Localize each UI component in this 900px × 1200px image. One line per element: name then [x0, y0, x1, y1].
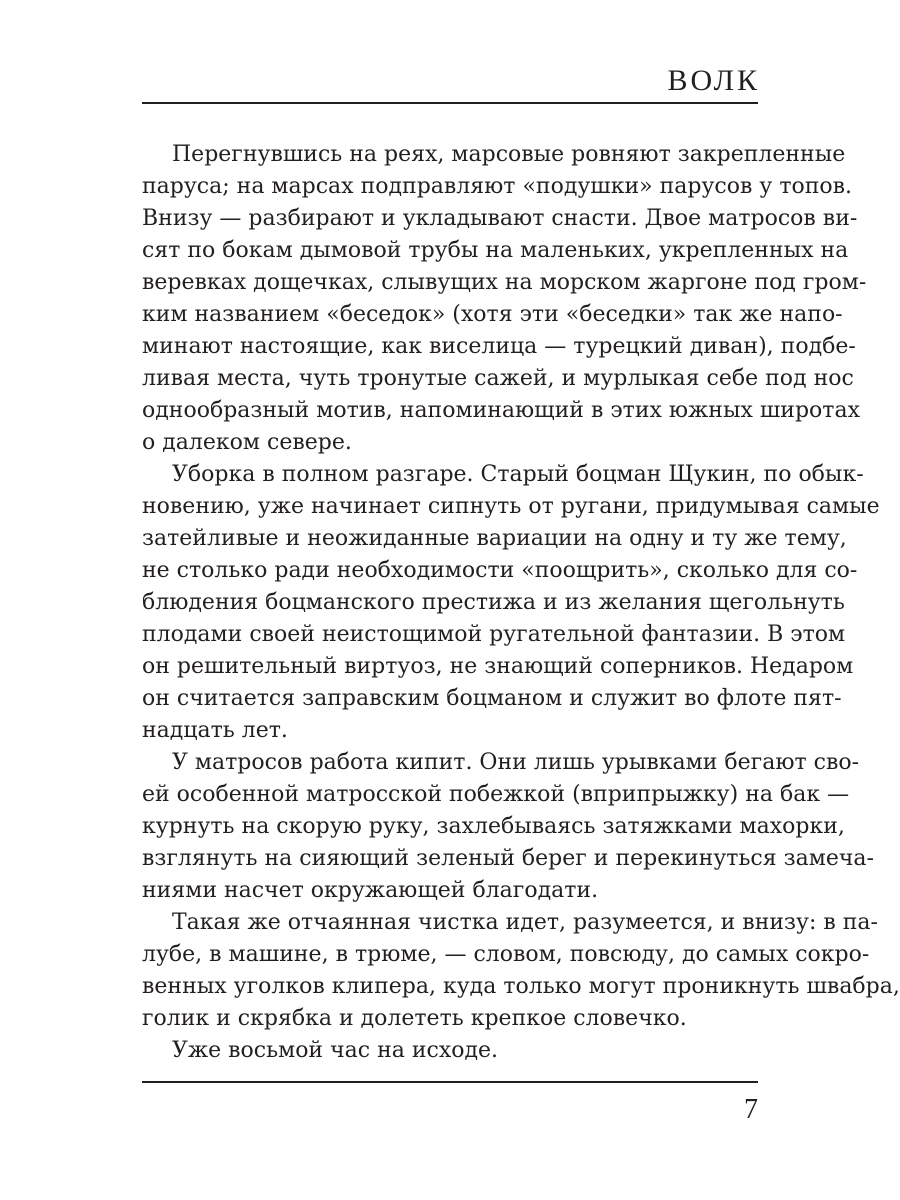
text-line: взглянуть на сияющий зеленый берег и перекинуться замеча-	[142, 846, 874, 871]
text-line: лубе, в машине, в трюме, — словом, повсюду, до самых сокро-	[142, 942, 870, 967]
text-line: он решительный виртуоз, не знающий соперников. Недаром	[142, 654, 854, 679]
text-line: блюдения боцманского престижа и из желания щегольнуть	[142, 590, 845, 615]
page-number: 7	[744, 1094, 758, 1125]
body-text	[142, 139, 900, 1067]
text-line: надцать лет.	[142, 718, 288, 743]
text-line: ниями насчет окружающей благодати.	[142, 878, 599, 903]
text-line: Такая же отчаянная чистка идет, разумеется, и внизу: в па-	[172, 910, 878, 935]
paragraph-5	[142, 1035, 758, 1067]
text-line: плодами своей неистощимой ругательной фантазии. В этом	[142, 622, 846, 647]
paragraph-3	[142, 747, 874, 907]
text-line: Уже восьмой час на исходе.	[172, 1038, 499, 1063]
running-head: ВОЛК	[667, 64, 760, 97]
text-line: не столько ради необходимости «поощрить», сколько для со-	[142, 558, 858, 583]
text-line: У матросов работа кипит. Они лишь урывками бегают сво-	[172, 750, 860, 775]
text-line: однообразный мотив, напоминающий в этих южных широтах	[142, 398, 860, 423]
text-line: Уборка в полном разгаре. Старый боцман Щукин, по обык-	[172, 462, 864, 487]
text-line: веревках дощечках, слывущих на морском жаргоне под гром-	[142, 270, 867, 295]
text-line: ким названием «беседок» (хотя эти «беседки» так же напо-	[142, 302, 843, 327]
text-line: Внизу — разбирают и укладывают снасти. Двое матросов ви-	[142, 206, 858, 231]
text-line: ей особенной матросской побежкой (вприпрыжку) на бак —	[142, 782, 850, 807]
paragraph-1	[142, 139, 867, 459]
paragraph-2	[142, 459, 880, 747]
paragraph-4	[142, 907, 900, 1035]
text-line: Перегнувшись на реях, марсовые ровняют закрепленные	[172, 142, 846, 167]
text-line: ливая места, чуть тронутые сажей, и мурлыкая себе под нос	[142, 366, 854, 391]
text-line: курнуть на скорую руку, захлебываясь затяжками махорки,	[142, 814, 845, 839]
text-line: о далеком севере.	[142, 430, 352, 455]
text-line: голик и скрябка и долететь крепкое словечко.	[142, 1006, 687, 1031]
footer-rule	[142, 1081, 758, 1083]
text-line: сят по бокам дымовой трубы на маленьких, укрепленных на	[142, 238, 849, 263]
text-line: затейливые и неожиданные вариации на одну и ту же тему,	[142, 526, 847, 551]
text-line: он считается заправским боцманом и служит во флоте пят-	[142, 686, 842, 711]
header-rule	[142, 102, 758, 104]
text-line: минают настоящие, как виселица — турецкий диван), подбе-	[142, 334, 856, 359]
text-line: венных уголков клипера, куда только могут проникнуть швабра,	[142, 974, 900, 999]
text-line: новению, уже начинает сипнуть от ругани, придумывая самые	[142, 494, 880, 519]
text-line: паруса; на марсах подправляют «подушки» парусов у топов.	[142, 174, 853, 199]
